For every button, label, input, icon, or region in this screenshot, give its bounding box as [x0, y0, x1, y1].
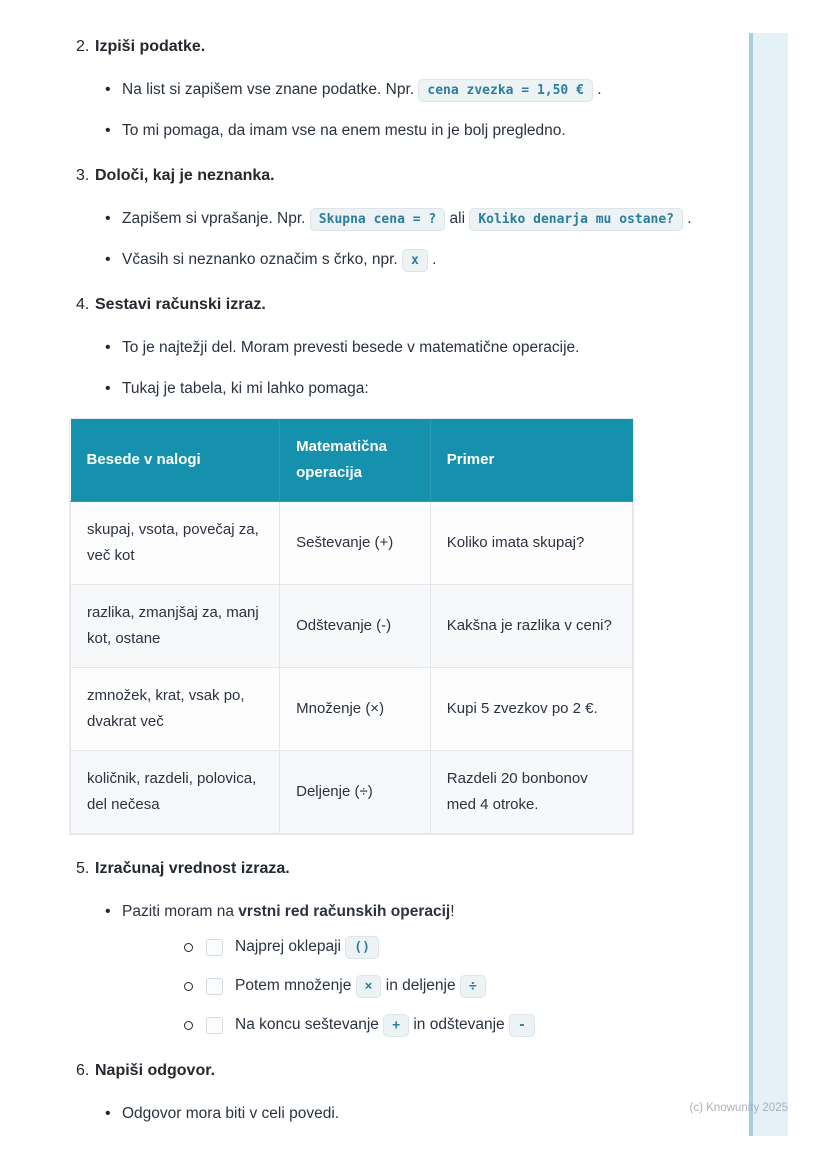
list-item: [70, 248, 720, 272]
inline-code-badge: -: [509, 1014, 535, 1037]
text-run: Potem množenje: [235, 977, 356, 994]
table-cell: Koliko imata skupaj?: [430, 502, 632, 585]
bullet-list: [70, 207, 720, 272]
page-edge-scrollbar[interactable]: [749, 33, 788, 1136]
document-content: [70, 36, 720, 1148]
step-section: [70, 36, 720, 143]
step-number: 2.: [76, 38, 90, 55]
task-checkbox[interactable]: [206, 939, 223, 956]
text-run: Paziti moram na: [122, 903, 239, 920]
table-body: [71, 502, 633, 834]
step-title: Izračunaj vrednost izraza.: [95, 860, 290, 877]
step-section: [70, 858, 720, 1038]
circle-bullet: [184, 1021, 193, 1030]
text-run: Na koncu seštevanje: [235, 1016, 384, 1033]
step-number: 5.: [76, 860, 90, 877]
step-heading: [70, 858, 720, 880]
text-run: ali: [445, 210, 470, 227]
table-head: [71, 419, 633, 502]
step-title: Izpiši podatke.: [95, 38, 206, 55]
list-item: [70, 1102, 720, 1126]
text-run: .: [683, 210, 692, 227]
text-run: Včasih si neznanko označim s črko, npr.: [122, 251, 402, 268]
table-cell: Razdeli 20 bonbonov med 4 otroke.: [430, 751, 632, 834]
list-item: [70, 207, 720, 231]
table-cell: Kakšna je razlika v ceni?: [430, 585, 632, 668]
text-run: To mi pomaga, da imam vse na enem mestu in je bolj pregledno.: [122, 122, 566, 139]
text-run: Najprej oklepaji: [235, 938, 346, 955]
table-row: [71, 585, 633, 668]
bullet-list: [70, 336, 720, 401]
step-number: 6.: [76, 1062, 90, 1079]
step-heading: [70, 294, 720, 316]
task-checkbox[interactable]: [206, 978, 223, 995]
inline-code-badge: ÷: [460, 975, 486, 998]
inline-code-badge: Skupna cena = ?: [310, 208, 445, 231]
table-cell: Odštevanje (-): [280, 585, 431, 668]
text-run: !: [450, 903, 455, 920]
table-cell: Deljenje (÷): [280, 751, 431, 834]
text-run: in deljenje: [381, 977, 460, 994]
table-header-cell: Besede v nalogi: [71, 419, 280, 502]
table-cell: Seštevanje (+): [280, 502, 431, 585]
list-item: [70, 377, 720, 401]
table-row: [71, 502, 633, 585]
step-title: Določi, kaj je neznanka.: [95, 167, 275, 184]
task-item: [122, 934, 720, 960]
step-section: [70, 1060, 720, 1126]
table-header-row: [71, 419, 633, 502]
text-run: Zapišem si vprašanje. Npr.: [122, 210, 310, 227]
text-run: vrstni red računskih operacij: [238, 903, 451, 920]
text-run: .: [427, 251, 437, 268]
list-item: [70, 900, 720, 1038]
watermark-text: (c) Knowunity 2025: [689, 1102, 788, 1114]
table-cell: Množenje (×): [280, 668, 431, 751]
inline-code-badge: (): [345, 936, 379, 959]
text-run: To je najtežji del. Moram prevesti besede v matematične operacije.: [122, 339, 580, 356]
step-heading: [70, 165, 720, 187]
text-run: Odgovor mora biti v celi povedi.: [122, 1105, 340, 1122]
circle-bullet: [184, 982, 193, 991]
inline-code-badge: x: [402, 249, 428, 272]
text-run: Na list si zapišem vse znane podatke. Npr.: [122, 81, 419, 98]
text-run: in odštevanje: [409, 1016, 509, 1033]
list-item: [70, 78, 720, 102]
table-cell: skupaj, vsota, povečaj za, več kot: [71, 502, 280, 585]
inline-code-badge: +: [383, 1014, 409, 1037]
task-item: [122, 1012, 720, 1038]
table-cell: Kupi 5 zvezkov po 2 €.: [430, 668, 632, 751]
step-title: Napiši odgovor.: [95, 1062, 216, 1079]
table-row: [71, 751, 633, 834]
circle-bullet: [184, 943, 193, 952]
table-header-cell: Primer: [430, 419, 632, 502]
task-item: [122, 973, 720, 999]
step-section: [70, 294, 720, 834]
task-checkbox[interactable]: [206, 1017, 223, 1034]
inline-code-badge: ×: [356, 975, 382, 998]
inline-code-badge: cena zvezka = 1,50 €: [418, 79, 593, 102]
text-run: Tukaj je tabela, ki mi lahko pomaga:: [122, 380, 369, 397]
table-cell: razlika, zmanjšaj za, manj kot, ostane: [71, 585, 280, 668]
bullet-list: [70, 78, 720, 143]
table-header-cell: Matematična operacija: [280, 419, 431, 502]
table-cell: zmnožek, krat, vsak po, dvakrat več: [71, 668, 280, 751]
inline-code-badge: Koliko denarja mu ostane?: [469, 208, 683, 231]
bullet-list: [70, 1102, 720, 1126]
step-heading: [70, 36, 720, 58]
table-row: [71, 668, 633, 751]
step-section: [70, 165, 720, 272]
bullet-list: [70, 900, 720, 1038]
step-heading: [70, 1060, 720, 1082]
step-number: 4.: [76, 296, 90, 313]
text-run: .: [592, 81, 602, 98]
step-number: 3.: [76, 167, 90, 184]
list-item: [70, 336, 720, 360]
step-title: Sestavi računski izraz.: [95, 296, 266, 313]
table-cell: količnik, razdeli, polovica, del nečesa: [71, 751, 280, 834]
list-item: [70, 119, 720, 143]
operations-table: [70, 419, 633, 834]
operations-table-wrap: [70, 419, 720, 834]
task-checklist: [122, 934, 720, 1038]
